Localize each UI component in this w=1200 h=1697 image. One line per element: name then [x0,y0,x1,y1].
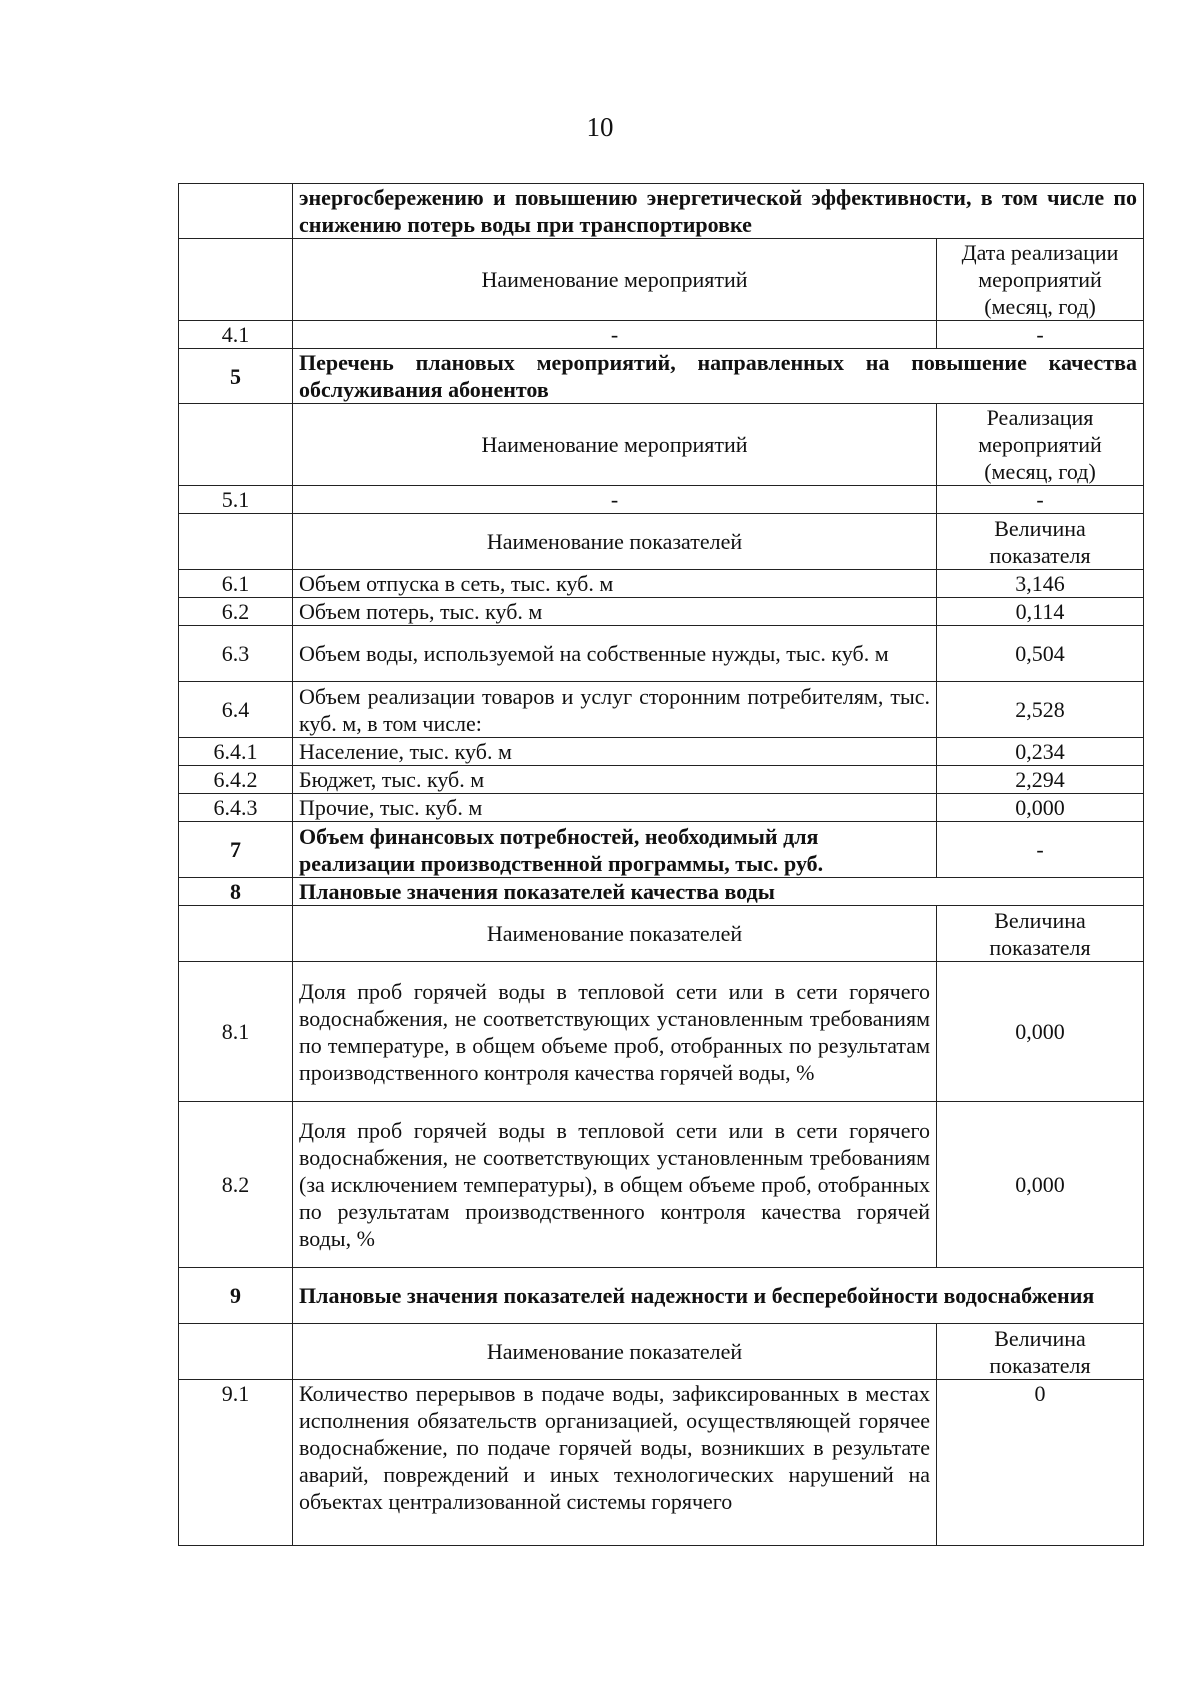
row-name: Доля проб горячей воды в тепловой сети или в сети горячего водоснабжения, не соответствующих установленным требованиям по температуре, в общем объеме проб, отобранных по результатам производственного контроля качества горячей воды, % [293,962,937,1102]
column-header-value: Величина показателя [937,514,1144,570]
table-row [179,598,1144,626]
table-row [179,486,1144,514]
row-number: 6.4.1 [179,738,293,766]
section-title: Плановые значения показателей надежности и бесперебойности водоснабжения [293,1268,1144,1324]
table-row [179,349,1144,404]
row-value: 0,504 [937,626,1144,682]
column-header-value: Величина показателя [937,906,1144,962]
table-row [179,626,1144,682]
column-header-name: Наименование показателей [293,1324,937,1380]
section-number: 7 [179,822,293,878]
row-name: Количество перерывов в подаче воды, зафиксированных в местах исполнения обязательств организацией, осуществляющей горячее водоснабжение, по подаче горячей воды, возникших в результате аварий, повреждений и иных технологических нарушений на объектах централизованной системы горячего [293,1380,937,1546]
table-row [179,766,1144,794]
num-cell [179,184,293,239]
table-row [179,514,1144,570]
column-header-value: Величина показателя [937,1324,1144,1380]
row-value: 2,528 [937,682,1144,738]
row-number: 6.2 [179,598,293,626]
table-row [179,184,1144,239]
section-title: энергосбережению и повышению энергетической эффективности, в том числе по снижению потерь воды при транспортировке [293,184,1144,239]
table-row [179,878,1144,906]
row-number: 6.4 [179,682,293,738]
num-cell [179,239,293,321]
row-number: 6.3 [179,626,293,682]
table-row [179,1102,1144,1268]
row-value: 0,000 [937,962,1144,1102]
row-value: 0,000 [937,1102,1144,1268]
row-value: - [937,321,1144,349]
column-header-name: Наименование показателей [293,514,937,570]
row-value: 0 [937,1380,1144,1546]
num-cell [179,1324,293,1380]
row-name: Население, тыс. куб. м [293,738,937,766]
row-number: 6.4.3 [179,794,293,822]
table-row [179,682,1144,738]
section-number: 9 [179,1268,293,1324]
column-header-value: Дата реализации мероприятий (месяц, год) [937,239,1144,321]
column-header-name: Наименование мероприятий [293,404,937,486]
row-name: Прочие, тыс. куб. м [293,794,937,822]
row-number: 6.1 [179,570,293,598]
row-name: Объем реализации товаров и услуг сторонним потребителям, тыс. куб. м, в том числе: [293,682,937,738]
row-number: 6.4.2 [179,766,293,794]
row-number: 4.1 [179,321,293,349]
row-value: 0,000 [937,794,1144,822]
table-row [179,239,1144,321]
section-title: Перечень плановых мероприятий, направленных на повышение качества обслуживания абонентов [293,349,1144,404]
column-header-name: Наименование показателей [293,906,937,962]
num-cell [179,514,293,570]
program-table [178,183,1144,1546]
table-row [179,1380,1144,1546]
table-row [179,1324,1144,1380]
row-name: Объем финансовых потребностей, необходимый для реализации производственной программы, тыс. руб. [293,822,937,878]
row-name: Объем воды, используемой на собственные нужды, тыс. куб. м [293,626,937,682]
table-row [179,794,1144,822]
table-row [179,906,1144,962]
page-number: 10 [586,112,614,142]
section-number: 5 [179,349,293,404]
num-cell [179,906,293,962]
row-number: 5.1 [179,486,293,514]
row-number: 8.1 [179,962,293,1102]
row-value: 0,234 [937,738,1144,766]
table-row [179,822,1144,878]
table-row [179,570,1144,598]
row-name: Объем отпуска в сеть, тыс. куб. м [293,570,937,598]
section-number: 8 [179,878,293,906]
row-value: 3,146 [937,570,1144,598]
row-name: - [293,486,937,514]
column-header-name: Наименование мероприятий [293,239,937,321]
column-header-value: Реализация мероприятий (месяц, год) [937,404,1144,486]
row-name: Доля проб горячей воды в тепловой сети или в сети горячего водоснабжения, не соответствующих установленным требованиям (за исключением температуры), в общем объеме проб, отобранных по результатам производственного контроля качества горячей воды, % [293,1102,937,1268]
table-row [179,1268,1144,1324]
table-row [179,962,1144,1102]
row-name: - [293,321,937,349]
row-value: 2,294 [937,766,1144,794]
row-value: - [937,822,1144,878]
row-value: 0,114 [937,598,1144,626]
row-name: Бюджет, тыс. куб. м [293,766,937,794]
row-name: Объем потерь, тыс. куб. м [293,598,937,626]
table-row [179,404,1144,486]
table-row [179,321,1144,349]
num-cell [179,404,293,486]
section-title: Плановые значения показателей качества воды [293,878,1144,906]
row-number: 9.1 [179,1380,293,1546]
row-value: - [937,486,1144,514]
row-number: 8.2 [179,1102,293,1268]
table-row [179,738,1144,766]
